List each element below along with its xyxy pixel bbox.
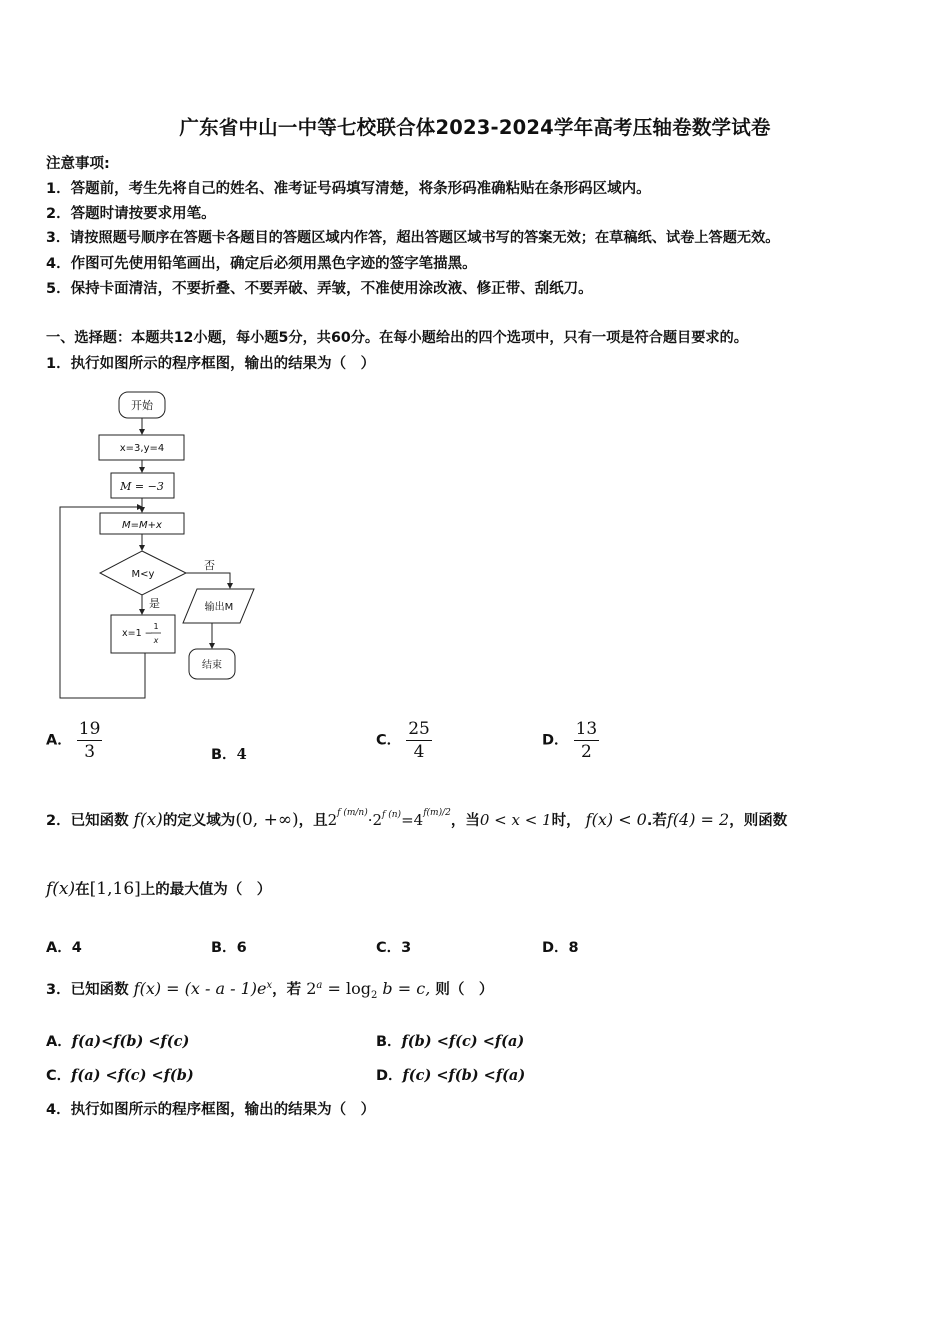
q3-option-c[interactable] xyxy=(46,1064,194,1085)
option-label: C． xyxy=(376,732,402,749)
option-value: 4 xyxy=(236,746,247,763)
notice-item: 1．答题前，考生先将自己的姓名、准考证号码填写清楚，将条形码准确粘贴在条形码区域内。 xyxy=(46,181,651,197)
math-expr: = log xyxy=(322,979,371,998)
notice-item: 3．请按照题号顺序在答题卡各题目的答题区域内作答，超出答题区域书写的答案无效；在草稿纸、试卷上答题无效。 xyxy=(46,230,780,246)
notice-heading: 注意事项: xyxy=(46,156,110,172)
option-value: f(a)<f(b) <f(c) xyxy=(71,1033,190,1050)
notice-item: 4．作图可先使用铅笔画出，确定后必须用黑色字迹的签字笔描黑。 xyxy=(46,256,477,272)
math-expr: (0, +∞) xyxy=(235,810,299,830)
q1-option-b[interactable] xyxy=(211,743,247,764)
text: ，且 xyxy=(298,813,328,829)
text: 在 xyxy=(75,882,90,898)
q3-option-b[interactable] xyxy=(376,1030,524,1051)
option-value: f(a) <f(c) <f(b) xyxy=(71,1067,194,1084)
q1-option-d[interactable] xyxy=(542,718,599,763)
fraction-denominator: 2 xyxy=(581,742,592,762)
option-label: C． xyxy=(46,1068,72,1084)
option-fraction xyxy=(77,718,103,763)
fraction-numerator: 13 xyxy=(575,719,598,739)
option-label: A． xyxy=(46,940,72,956)
math-expr: [1,16] xyxy=(89,879,141,899)
flow-output-label: 输出M xyxy=(204,602,234,613)
question-1-stem: 1．执行如图所示的程序框图，输出的结果为（ ） xyxy=(46,356,376,372)
q1-option-c[interactable] xyxy=(376,718,432,763)
q3-option-d[interactable] xyxy=(376,1064,525,1085)
flow-m-update-label: M=M+x xyxy=(122,520,162,531)
math-expr: f(x) < 0 xyxy=(585,810,647,829)
math-expr: f(x) xyxy=(133,810,163,830)
math-expr: b = c, xyxy=(377,979,431,998)
option-label: B． xyxy=(211,747,237,763)
option-value: f(b) <f(c) <f(a) xyxy=(401,1033,525,1050)
math-expr: 2 xyxy=(327,811,338,829)
text: ，则函数 xyxy=(729,813,788,829)
math-exponent: f (m/n) xyxy=(337,808,368,818)
question-4-stem: 4．执行如图所示的程序框图，输出的结果为（ ） xyxy=(46,1102,376,1118)
math-exponent: a xyxy=(316,980,323,992)
text: 则（ ） xyxy=(435,982,494,998)
flow-m-init-label: M = −3 xyxy=(120,480,164,493)
flow-update-x-den: x xyxy=(153,636,159,645)
option-label: B． xyxy=(211,940,237,956)
option-label: C． xyxy=(376,940,402,956)
option-value: 3 xyxy=(401,940,412,956)
q1-flowchart xyxy=(50,386,280,706)
page-title: 广东省中山一中等七校联合体2023-2024学年高考压轴卷数学试卷 xyxy=(179,116,771,139)
math-exponent: x xyxy=(266,980,273,992)
math-subscript: 2 xyxy=(370,989,378,1001)
math-exponent: f (n) xyxy=(382,810,402,820)
notice-item: 2．答题时请按要求用笔。 xyxy=(46,206,216,222)
fraction-numerator: 25 xyxy=(408,719,430,739)
option-value: 4 xyxy=(71,940,82,956)
text: .若 xyxy=(646,813,667,829)
q3-option-a[interactable] xyxy=(46,1030,189,1051)
text: 2．已知函数 xyxy=(46,813,129,829)
flow-yes-label: 是 xyxy=(149,597,160,610)
flow-update-x-num: 1 xyxy=(153,622,159,631)
q1-option-a[interactable] xyxy=(46,718,102,763)
option-value: f(c) <f(b) <f(a) xyxy=(402,1067,526,1084)
option-label: A． xyxy=(46,1034,72,1050)
q2-option-b[interactable] xyxy=(211,936,247,957)
option-label: D． xyxy=(542,732,569,749)
text: 3．已知函数 xyxy=(46,982,129,998)
flow-start-label: 开始 xyxy=(131,399,153,412)
flow-update-x-prefix: x=1 − xyxy=(122,628,153,639)
fraction-numerator: 19 xyxy=(78,719,101,739)
q2-option-a[interactable] xyxy=(46,936,82,957)
math-expr: f(x) = (x - a - 1)e xyxy=(133,979,267,998)
text: ，当 xyxy=(450,813,480,829)
option-label: D． xyxy=(542,940,569,956)
question-2-stem-cont xyxy=(46,878,271,899)
math-exponent: f(m)/2 xyxy=(423,808,451,818)
fraction-denominator: 4 xyxy=(413,742,425,762)
math-expr: 0 < x < 1 xyxy=(479,811,552,829)
question-2-stem xyxy=(46,808,787,830)
option-fraction xyxy=(406,718,432,763)
option-value: 8 xyxy=(568,940,579,956)
option-fraction xyxy=(574,718,600,763)
question-3-stem xyxy=(46,978,493,1001)
notice-item: 5．保持卡面清洁，不要折叠、不要弄破、弄皱，不准使用涂改液、修正带、刮纸刀。 xyxy=(46,281,593,297)
text: ，若 xyxy=(272,982,302,998)
flow-condition-label: M<y xyxy=(131,569,155,580)
option-label: A． xyxy=(46,732,72,749)
math-expr: ·2 xyxy=(367,811,383,829)
math-expr: 2 xyxy=(306,979,317,998)
flow-init-label: x=3,y=4 xyxy=(119,443,165,454)
fraction-denominator: 3 xyxy=(84,742,96,762)
flow-no-label: 否 xyxy=(204,559,215,572)
text: 上的最大值为（ ） xyxy=(140,882,272,898)
math-expr: f(x) xyxy=(46,879,76,899)
text: 时， xyxy=(551,813,581,829)
section-heading: 一、选择题：本题共12小题，每小题5分，共60分。在每小题给出的四个选项中，只有一项是符合题目要求的。 xyxy=(46,330,748,346)
math-expr: f(4) = 2 xyxy=(666,810,730,829)
q2-option-c[interactable] xyxy=(376,936,411,957)
option-value: 6 xyxy=(236,940,247,956)
option-label: B． xyxy=(376,1034,402,1050)
option-label: D． xyxy=(376,1068,403,1084)
q2-option-d[interactable] xyxy=(542,936,579,957)
flow-end-label: 结束 xyxy=(202,660,222,671)
text: 的定义域为 xyxy=(162,813,236,829)
math-expr: =4 xyxy=(401,811,424,829)
